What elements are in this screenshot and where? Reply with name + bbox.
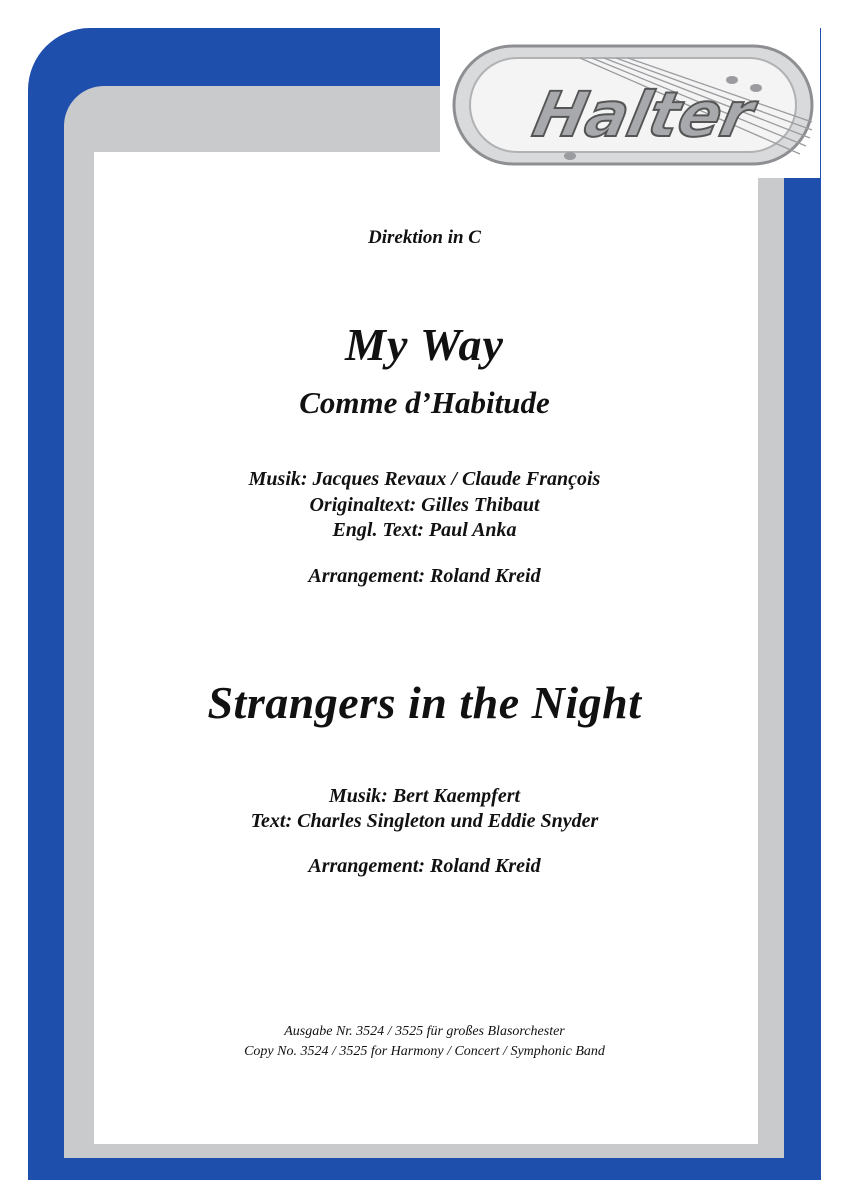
piece1-original-text-credit: Originaltext: Gilles Thibaut — [309, 494, 540, 516]
content-panel — [94, 152, 758, 1144]
piece2-music-credit: Musik: Bert Kaempfert — [328, 785, 521, 807]
edition-english: Copy No. 3524 / 3525 for Harmony / Concert / Symphonic Band — [244, 1044, 605, 1059]
piece2-text-credit: Text: Charles Singleton und Eddie Snyder — [250, 810, 599, 832]
piece1-arrangement-credit: Arrangement: Roland Kreid — [308, 565, 541, 587]
piece1-english-text-credit: Engl. Text: Paul Anka — [332, 519, 517, 541]
piece1-subtitle: Comme d’Habitude — [299, 385, 550, 420]
piece1-title: My Way — [345, 319, 504, 370]
part-label: Direktion in C — [368, 227, 481, 248]
edition-german: Ausgabe Nr. 3524 / 3525 für großes Blasorchester — [284, 1024, 565, 1039]
logo-wordmark: Halter — [527, 78, 760, 151]
piece2-arrangement-credit: Arrangement: Roland Kreid — [308, 855, 541, 877]
piece1-music-credit: Musik: Jacques Revaux / Claude François — [248, 468, 601, 490]
halter-logo — [440, 28, 820, 178]
piece2-title: Strangers in the Night — [207, 677, 642, 728]
